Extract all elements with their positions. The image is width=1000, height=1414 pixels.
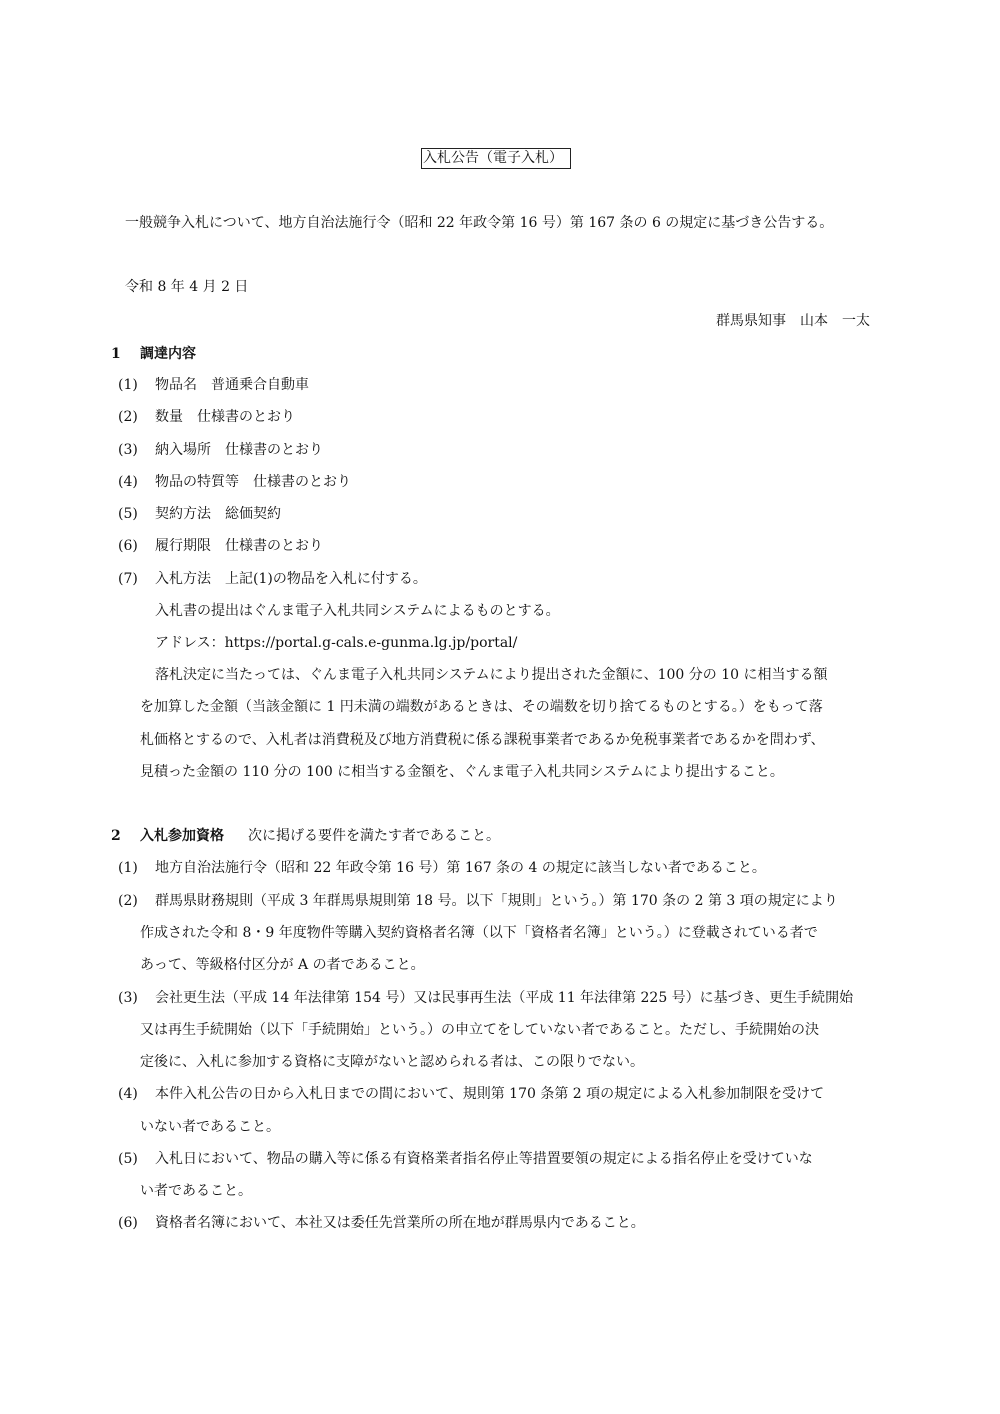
intro-paragraph: 一般競争入札について、地方自治法施行令（昭和 22 年政令第 16 号）第 167 条の 6 の規定に基づき公告する。 <box>125 215 834 231</box>
item-number: (1) <box>118 860 138 876</box>
item-number: (1) <box>118 377 138 393</box>
item-text: 又は再生手続開始（以下「手続開始」という。）の申立てをしていない者であること。ただし、手続開始の決 <box>140 1022 819 1038</box>
item-number: (6) <box>118 538 138 554</box>
item-text: 資格者名簿において、本社又は委任先営業所の所在地が群馬県内であること。 <box>155 1215 645 1231</box>
item-text: 地方自治法施行令（昭和 22 年政令第 16 号）第 167 条の 4 の規定に該当しない者であること。 <box>155 860 766 876</box>
item-text: 本件入札公告の日から入札日までの間において、規則第 170 条第 2 項の規定による入札参加制限を受けて <box>155 1086 825 1102</box>
item-number: (2) <box>118 409 138 425</box>
item-text: 入札日において、物品の購入等に係る有資格業者指名停止等措置要領の規定による指名停止を受けていな <box>155 1151 813 1167</box>
section1-number: 1 <box>111 346 121 362</box>
section2-lead: 次に掲げる要件を満たす者であること。 <box>248 828 500 844</box>
item-number: (5) <box>118 506 138 522</box>
issuer-signature: 群馬県知事 山本 一太 <box>716 313 870 329</box>
item-text: 群馬県財務規則（平成 3 年群馬県規則第 18 号。以下「規則」という。）第 170 条の 2 第 3 項の規定により <box>155 893 838 909</box>
item-text: あって、等級格付区分が A の者であること。 <box>140 957 425 973</box>
item-number: (3) <box>118 442 138 458</box>
item7-line: 落札決定に当たっては、ぐんま電子入札共同システムにより提出された金額に、100 分の 10 に相当する額 <box>155 667 828 683</box>
item-text: い者であること。 <box>140 1183 252 1199</box>
section2-number: 2 <box>111 828 121 844</box>
item-text: 履行期限 仕様書のとおり <box>155 538 323 554</box>
item-text: 物品の特質等 仕様書のとおり <box>155 474 351 490</box>
item-text: 数量 仕様書のとおり <box>155 409 295 425</box>
item-text: 納入場所 仕様書のとおり <box>155 442 323 458</box>
item-text: 定後に、入札に参加する資格に支障がないと認められる者は、この限りでない。 <box>140 1054 644 1070</box>
item-number: (5) <box>118 1151 138 1167</box>
item-text: 会社更生法（平成 14 年法律第 154 号）又は民事再生法（平成 11 年法律第 225 号）に基づき、更生手続開始 <box>155 990 854 1006</box>
notice-title: 入札公告（電子入札） <box>421 148 571 169</box>
item7-address-line: アドレス：https://portal.g-cals.e-gunma.lg.jp/portal/ <box>155 635 518 651</box>
item-number: (2) <box>118 893 138 909</box>
item-text: 契約方法 総価契約 <box>155 506 281 522</box>
item7-line: を加算した金額（当該金額に 1 円未満の端数があるときは、その端数を切り捨てるものとする。）をもって落 <box>140 699 823 715</box>
item-text: いない者であること。 <box>140 1119 280 1135</box>
section1-heading: 調達内容 <box>140 346 196 362</box>
item7-line: 札価格とするので、入札者は消費税及び地方消費税に係る課税事業者であるか免税事業者であるかを問わず、 <box>140 732 825 748</box>
section2-heading: 入札参加資格 <box>140 828 224 844</box>
item-text: 物品名 普通乗合自動車 <box>155 377 309 393</box>
item7-line: 入札書の提出はぐんま電子入札共同システムによるものとする。 <box>155 603 560 619</box>
item-number: (3) <box>118 990 138 1006</box>
item7-line: 見積った金額の 110 分の 100 に相当する金額を、ぐんま電子入札共同システムにより提出すること。 <box>140 764 784 780</box>
notice-date: 令和 8 年 4 月 2 日 <box>125 279 249 295</box>
item-text: 作成された令和 8・9 年度物件等購入契約資格者名簿（以下「資格者名簿」という。）に登載されている者で <box>140 925 818 941</box>
item-number: (6) <box>118 1215 138 1231</box>
item-number: (4) <box>118 1086 138 1102</box>
item-number: (7) <box>118 571 138 587</box>
item-number: (4) <box>118 474 138 490</box>
item-text: 入札方法 上記(1)の物品を入札に付する。 <box>155 571 427 587</box>
